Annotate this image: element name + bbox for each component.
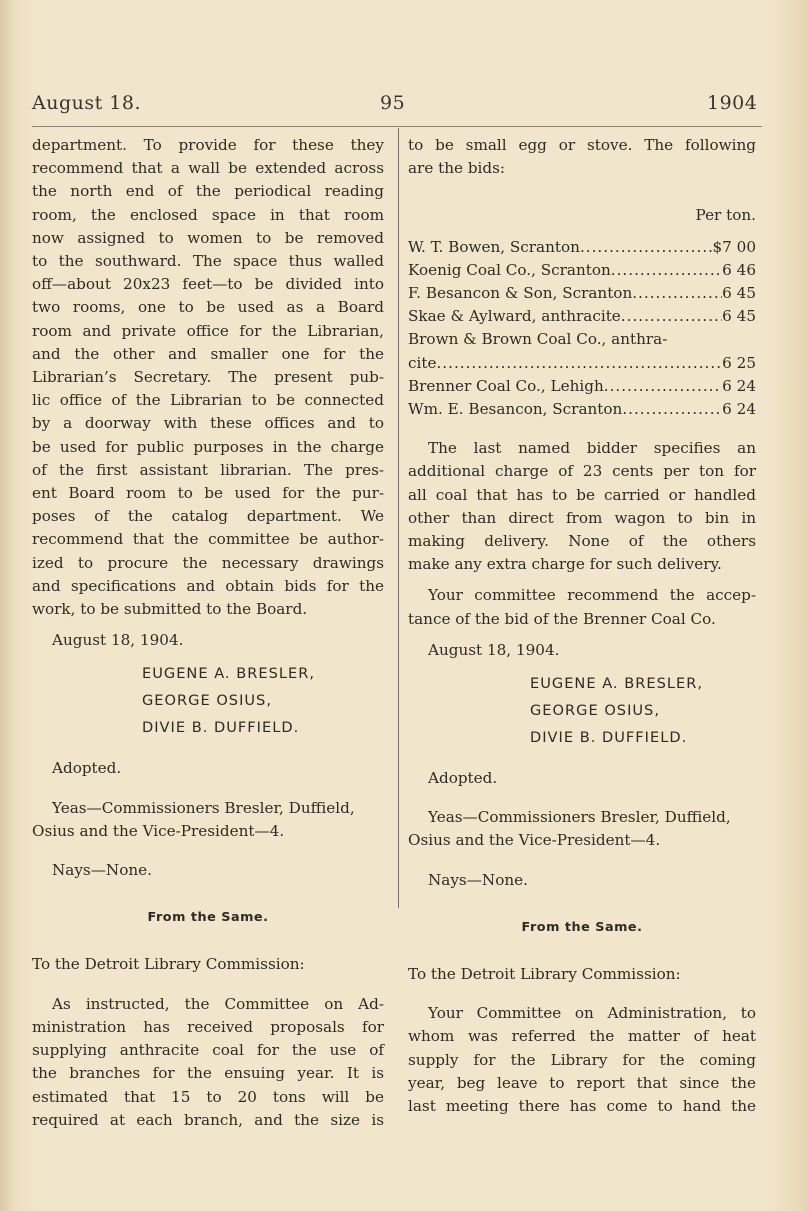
- bid-row: [408, 398, 756, 421]
- bid-price: 6 25: [722, 353, 756, 372]
- leader-dots: [632, 282, 722, 305]
- text-line: ent Board room to be used for the pur-: [32, 484, 384, 503]
- bid-price: $7 00: [712, 237, 756, 256]
- text-line: by a doorway with these offices and to: [32, 414, 384, 433]
- text-line: to the southward. The space thus walled: [32, 252, 384, 271]
- text-line: poses of the catalog department. We: [32, 507, 384, 526]
- text-line: room, the enclosed space in that room: [32, 205, 384, 224]
- left-column: [32, 134, 384, 1132]
- text-line: last meeting there has come to hand the: [408, 1097, 756, 1116]
- leader-dots: [611, 259, 722, 282]
- leader-dots: [621, 305, 722, 328]
- text-line: ized to procure the necessary drawings: [32, 553, 384, 572]
- bidder-name: Wm. E. Besancon, Scranton: [408, 400, 623, 419]
- report-date: August 18, 1904.: [428, 640, 560, 659]
- page-number: 95: [380, 92, 406, 114]
- signature-block: [32, 660, 384, 741]
- text-line: supply for the Library for the coming: [408, 1050, 756, 1069]
- leader-dots: [604, 375, 722, 398]
- bid-price: 6 46: [722, 260, 756, 279]
- bidder-note-paragraph: [408, 437, 756, 576]
- text-line: Librarian’s Secretary. The present pub-: [32, 368, 384, 387]
- yeas-line: Osius and the Vice-President—4.: [408, 831, 661, 850]
- running-head-date: August 18.: [32, 92, 141, 114]
- leader-dots: [622, 398, 722, 421]
- bid-price: 6 45: [722, 307, 756, 326]
- per-ton-heading: Per ton.: [695, 206, 756, 225]
- text-line: be used for public purposes in the charge: [32, 437, 384, 456]
- column-divider: [398, 128, 399, 908]
- bid-price: 6 24: [722, 376, 756, 395]
- text-line: to be small egg or stove. The following: [408, 136, 756, 154]
- bid-row: [408, 352, 756, 375]
- text-line: of the first assistant librarian. The pres-: [32, 460, 384, 479]
- text-line: work, to be submitted to the Board.: [32, 600, 308, 619]
- nays-line: Nays—None.: [428, 870, 528, 889]
- text-line: all coal that has to be carried or handled: [408, 485, 756, 504]
- text-line: making delivery. None of the others: [408, 532, 756, 551]
- text-line: other than direct from wagon to bin in: [408, 508, 756, 527]
- section-subheading: From the Same.: [147, 910, 269, 926]
- text-line: additional charge of 23 cents per ton for: [408, 462, 756, 481]
- bidder-name: Koenig Coal Co., Scranton: [408, 260, 611, 279]
- section-subheading: From the Same.: [521, 919, 643, 935]
- text-line: recommend that a wall be extended across: [32, 159, 384, 178]
- signatory: GEORGE OSIUS,: [142, 692, 272, 710]
- text-line: As instructed, the Committee on Ad-: [52, 994, 384, 1013]
- text-line: two rooms, one to be used as a Board: [32, 298, 384, 317]
- text-line: and specifications and obtain bids for the: [32, 576, 384, 595]
- text-line: year, beg leave to report that since the: [408, 1073, 756, 1092]
- heat-paragraph: [408, 1002, 756, 1118]
- nays-line: Nays—None.: [52, 861, 152, 880]
- leader-dots: [436, 352, 722, 375]
- text-line: whom was referred the matter of heat: [408, 1027, 756, 1046]
- text-line: required at each branch, and the size is: [32, 1110, 384, 1129]
- text-line: room and private office for the Librarian,: [32, 321, 384, 340]
- header-rule: [32, 126, 762, 127]
- bidder-name: F. Besancon & Son, Scranton: [408, 284, 633, 303]
- text-line: supplying anthracite coal for the use of: [32, 1041, 384, 1060]
- bid-row: [408, 305, 756, 328]
- yeas-line: Yeas—Commissioners Bresler, Duffield,: [428, 808, 731, 827]
- signatory: EUGENE A. BRESLER,: [530, 675, 703, 693]
- signatory: GEORGE OSIUS,: [530, 702, 660, 720]
- right-column: [408, 134, 756, 1118]
- bid-row: [408, 236, 756, 259]
- text-line: and the other and smaller one for the: [32, 344, 384, 363]
- bid-price: 6 45: [722, 284, 756, 303]
- text-line: recommend that the committee be author-: [32, 530, 384, 549]
- text-line: ministration has received proposals for: [32, 1017, 384, 1036]
- addressee: To the Detroit Library Commission:: [408, 965, 681, 984]
- report-paragraph: [32, 134, 384, 621]
- text-line: lic office of the Librarian to be connected: [32, 391, 384, 410]
- bidder-name: W. T. Bowen, Scranton: [408, 237, 580, 256]
- adopted-note: Adopted.: [428, 769, 498, 788]
- leader-dots: [580, 236, 713, 259]
- text-line: Your committee recommend the accep-: [428, 586, 756, 605]
- bidder-name: Skae & Aylward, anthracite: [408, 307, 621, 326]
- addressee: To the Detroit Library Commission:: [32, 955, 305, 974]
- bid-row: [408, 259, 756, 282]
- text-line: the north end of the periodical reading: [32, 182, 384, 201]
- text-line: tance of the bid of the Brenner Coal Co.: [408, 609, 716, 628]
- text-line: now assigned to women to be removed: [32, 228, 384, 247]
- bidder-name-continued: cite: [408, 353, 437, 372]
- text-line: off—about 20x23 feet—to be divided into: [32, 275, 384, 294]
- signatory: EUGENE A. BRESLER,: [142, 665, 315, 683]
- bids-table: [408, 236, 756, 422]
- report-date: August 18, 1904.: [52, 631, 184, 650]
- text-line: estimated that 15 to 20 tons will be: [32, 1087, 384, 1106]
- adopted-note: Adopted.: [52, 759, 122, 778]
- bid-price: 6 24: [722, 400, 756, 419]
- coal-paragraph: [32, 993, 384, 1132]
- bidder-name: Brenner Coal Co., Lehigh: [408, 376, 604, 395]
- text-line: the branches for the ensuing year. It is: [32, 1064, 384, 1083]
- bid-row: [408, 375, 756, 398]
- signatory: DIVIE B. DUFFIELD.: [530, 729, 688, 747]
- signatory: DIVIE B. DUFFIELD.: [142, 719, 300, 737]
- running-head-year: 1904: [707, 92, 758, 114]
- bid-row: [408, 282, 756, 305]
- text-line: department. To provide for these they: [32, 136, 384, 154]
- text-line: Your Committee on Administration, to: [428, 1004, 756, 1023]
- text-line: are the bids:: [408, 159, 506, 178]
- text-line: make any extra charge for such delivery.: [408, 555, 722, 574]
- text-line: The last named bidder specifies an: [428, 439, 756, 458]
- yeas-line: Yeas—Commissioners Bresler, Duffield,: [52, 798, 355, 817]
- yeas-line: Osius and the Vice-President—4.: [32, 821, 285, 840]
- bidder-name: Brown & Brown Coal Co., anthra-: [408, 330, 668, 349]
- signature-block: [408, 670, 756, 751]
